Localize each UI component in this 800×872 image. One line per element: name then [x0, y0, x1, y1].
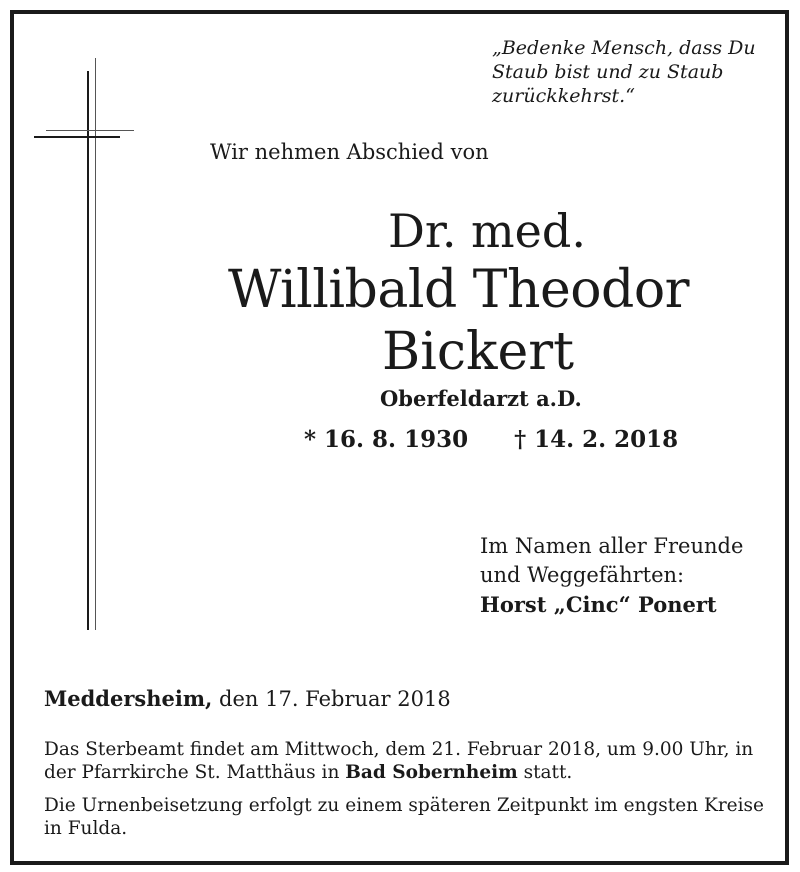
burial-info: Die Urnenbeisetzung erfolgt zu einem späteren Zeitpunkt im engsten Kreise in Fulda.	[44, 795, 764, 839]
cross-icon	[34, 58, 144, 630]
signer-name: Horst „Cinc“ Ponert	[480, 592, 717, 617]
service-info	[44, 738, 764, 784]
given-names: Willibald Theodor	[228, 260, 689, 320]
place-date	[44, 686, 451, 711]
quote-line-2: Staub bist und zu Staub	[492, 61, 724, 83]
academic-title: Dr. med.	[388, 204, 586, 258]
intro-text: Wir nehmen Abschied von	[210, 140, 489, 164]
date: den 17. Februar 2018	[212, 687, 451, 711]
service-text-after: statt.	[517, 762, 573, 783]
life-dates	[304, 426, 678, 453]
birth-date: * 16. 8. 1930	[304, 426, 469, 453]
service-text-before: Das Sterbeamt findet am Mittwoch, dem 21. Februar 2018, um 9.00 Uhr, in der Pfarrkirche St. Matthäus in	[44, 739, 754, 783]
bible-quote	[492, 36, 762, 108]
service-location: Bad Sobernheim	[345, 762, 518, 783]
signers-line-2: und Weggefährten:	[480, 563, 685, 587]
rank: Oberfeldarzt a.D.	[380, 386, 582, 411]
signers-block	[480, 532, 743, 619]
signers-line-1: Im Namen aller Freunde	[480, 534, 744, 558]
quote-line-3: zurückkehrst.“	[492, 85, 635, 107]
quote-line-1: „Bedenke Mensch, dass Du	[492, 37, 756, 59]
surname: Bickert	[382, 322, 575, 382]
place: Meddersheim,	[44, 686, 213, 711]
death-date: † 14. 2. 2018	[514, 426, 679, 453]
